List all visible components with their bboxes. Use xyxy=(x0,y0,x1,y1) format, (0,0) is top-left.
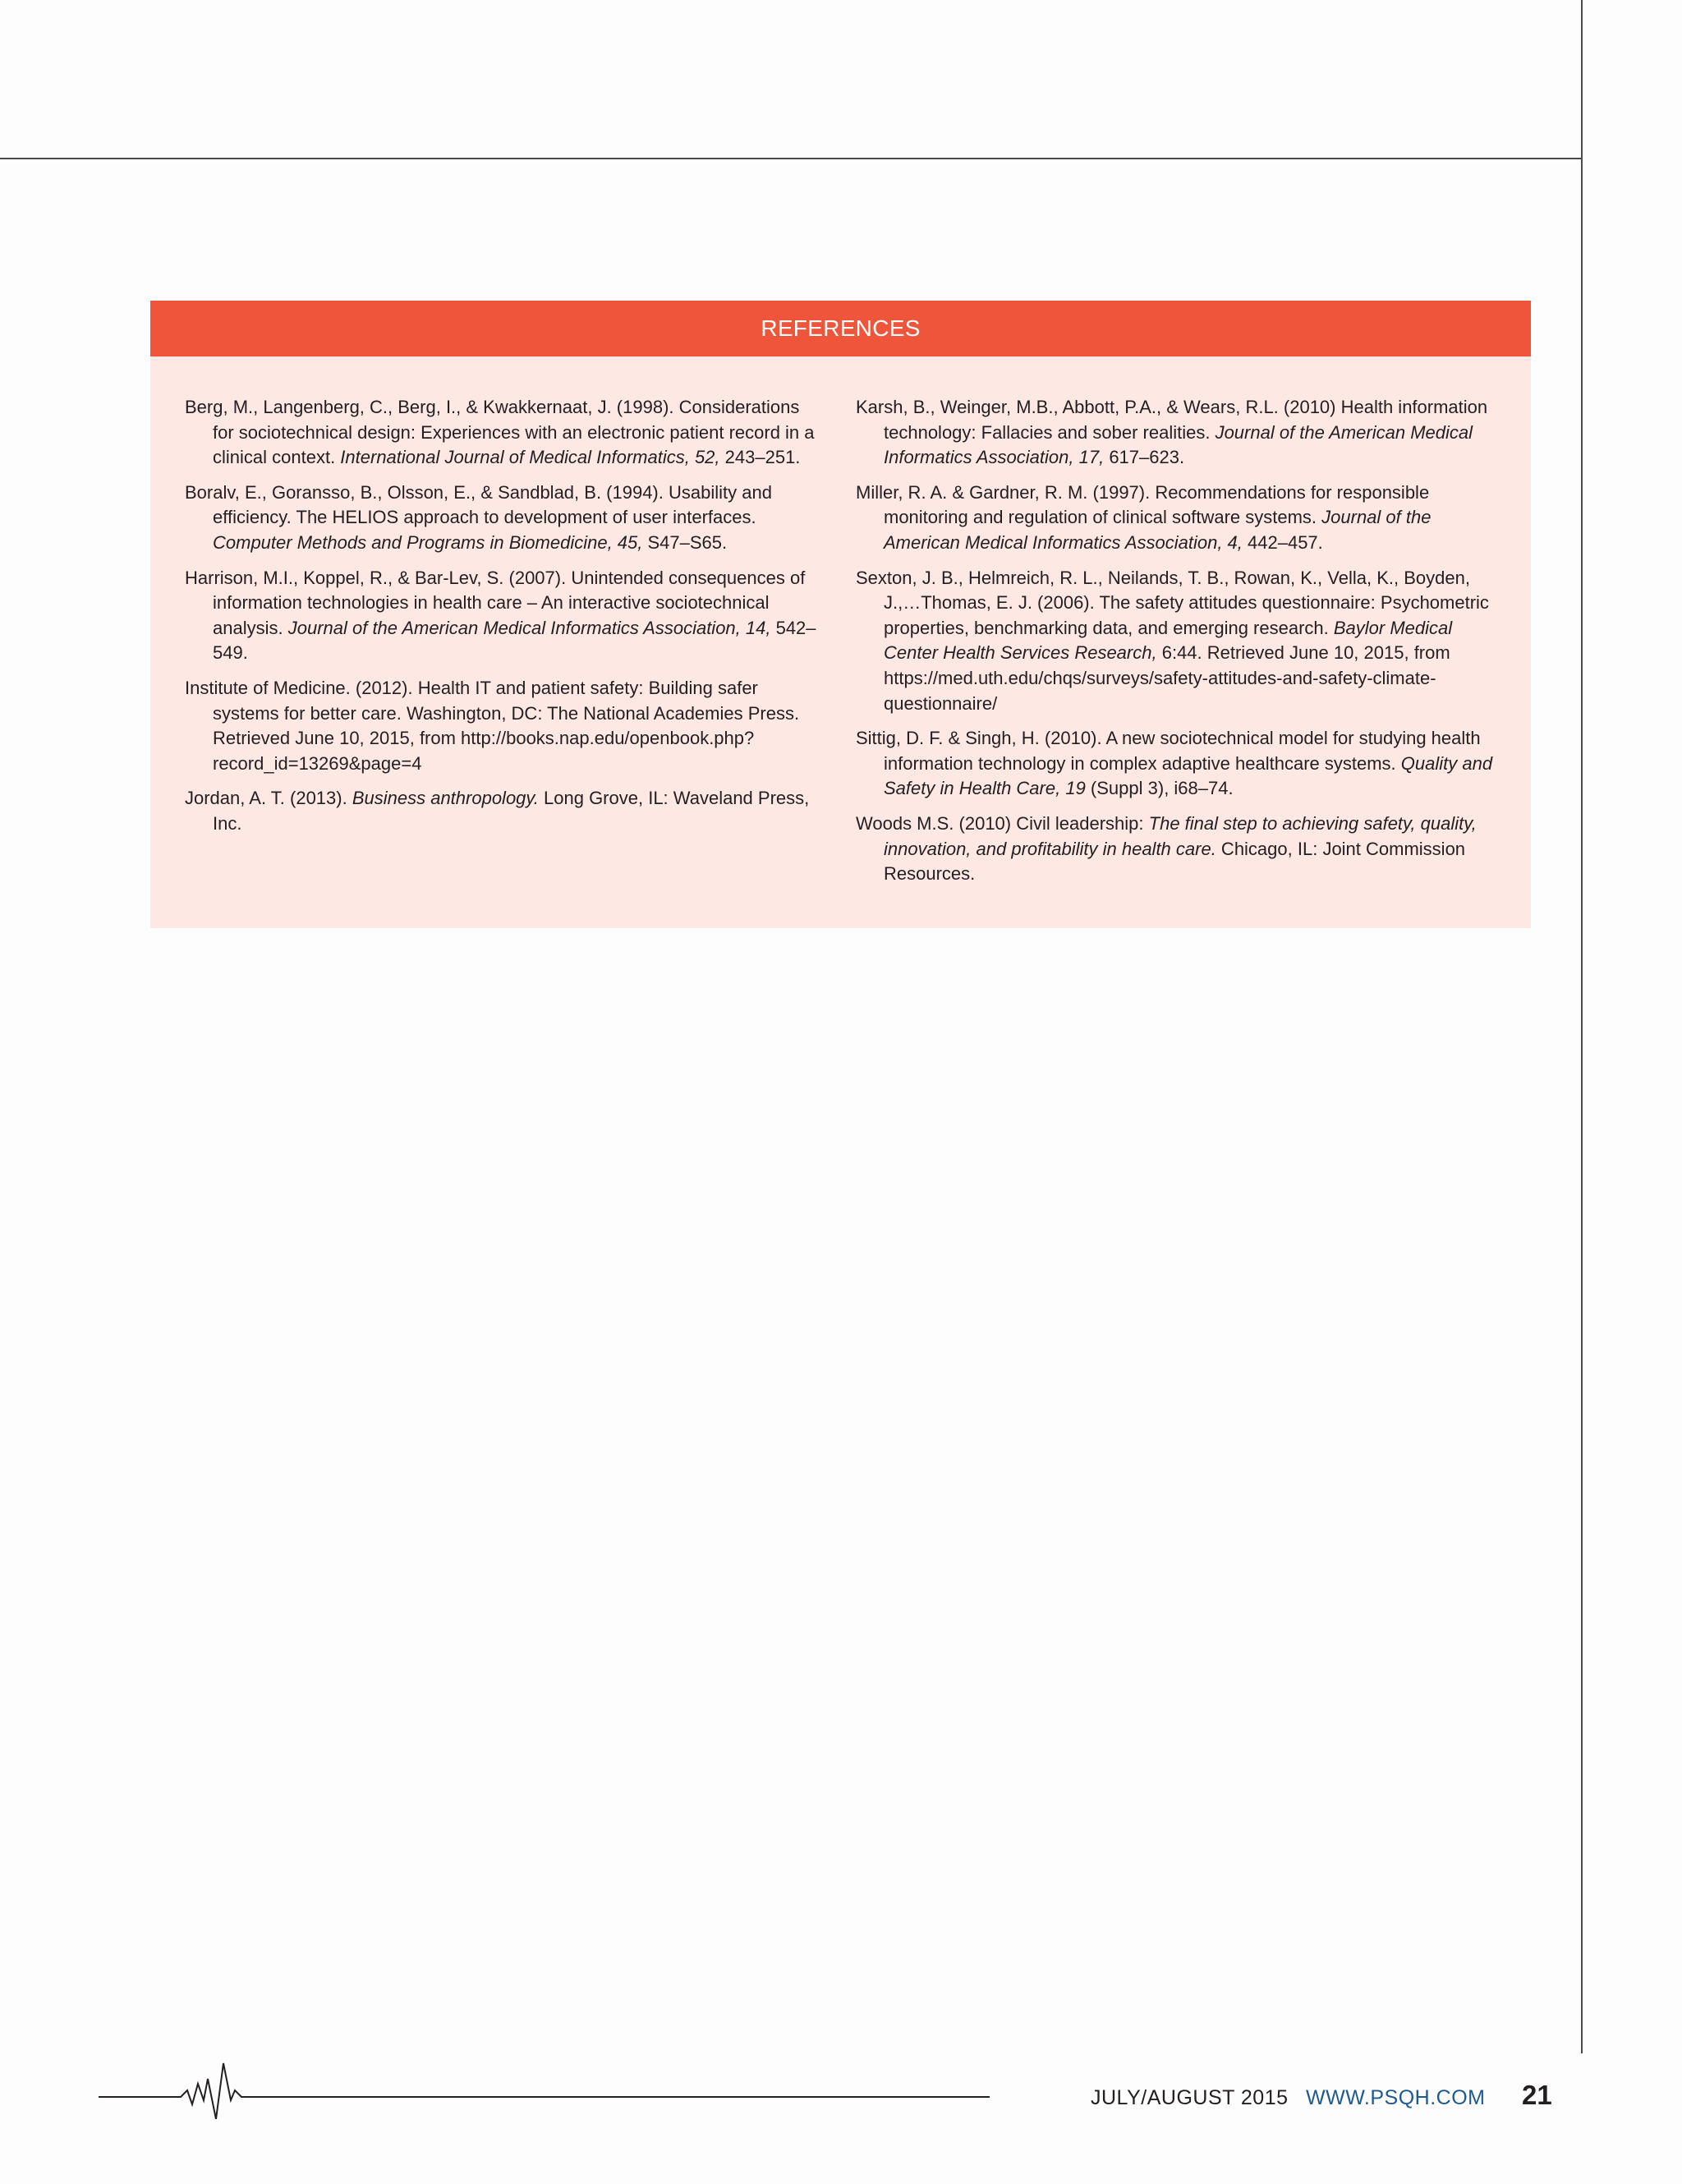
footer-website-link[interactable]: WWW.PSQH.COM xyxy=(1306,2086,1486,2109)
reference-entry: Boralv, E., Goransso, B., Olsson, E., & Sandblad, B. (1994). Usability and efficiency. The HELIOS approach to development of user interfaces. Computer Methods and Programs in Biomedicine, 45, S47–S65. xyxy=(185,481,772,553)
reference-entry: Harrison, M.I., Koppel, R., & Bar-Lev, S. (2007). Unintended consequences of information technologies in health care – An interactive sociotechnical analysis. Journal of the American Medical Informatics Association, 14, 542–549. xyxy=(185,567,816,664)
reference-entry: Woods M.S. (2010) Civil leadership: The final step to achieving safety, quality, innovation, and profitability in health care. Chicago, IL: Joint Commission Resources. xyxy=(856,812,1477,885)
reference-entry: Berg, M., Langenberg, C., Berg, I., & Kwakkernaat, J. (1998). Considerations for sociotechnical design: Experiences with an electronic patient record in a clinical context. International Journal of Medical Informatics, 52, 243–251. xyxy=(185,397,815,468)
right-margin-rule xyxy=(1581,0,1583,2053)
heartbeat-line-icon xyxy=(99,2045,994,2119)
reference-entry: Karsh, B., Weinger, M.B., Abbott, P.A., & Wears, R.L. (2010) Health information technology: Fallacies and sober realities. Journal of the American Medical Informatics Association, 17, 617–623. xyxy=(856,397,1488,468)
references-left-column xyxy=(185,395,824,897)
reference-entry: Jordan, A. T. (2013). Business anthropology. Long Grove, IL: Waveland Press, Inc. xyxy=(185,788,810,834)
references-right-column xyxy=(856,395,1496,897)
reference-entry: Sexton, J. B., Helmreich, R. L., Neilands, T. B., Rowan, K., Vella, K., Boyden, J.,…Thomas, E. J. (2006). The safety attitudes questionnaire: Psychometric properties, benchmarking data, and emerging research. Baylor Medical Center Health Services Research, 6:44. Retrieved June 10, 2015, from https://med.uth.edu/chqs/surveys/safety-attitudes-and-safety-climate-questionnaire/ xyxy=(856,567,1489,714)
references-box xyxy=(150,301,1531,928)
page-number: 21 xyxy=(1522,2080,1552,2110)
references-header: REFERENCES xyxy=(150,301,1531,356)
reference-entry: Sittig, D. F. & Singh, H. (2010). A new sociotechnical model for studying health information technology in complex adaptive healthcare systems. Quality and Safety in Health Care, 19 (Suppl 3), i68–74. xyxy=(856,728,1493,799)
footer-issue-date: JULY/AUGUST 2015 xyxy=(1091,2086,1289,2109)
top-divider xyxy=(0,158,1583,159)
reference-entry: Miller, R. A. & Gardner, R. M. (1997). Recommendations for responsible monitoring and regulation of clinical software systems. Journal of the American Medical Informatics Association, 4, 442–457. xyxy=(856,481,1432,553)
references-columns xyxy=(185,395,1496,897)
reference-entry: Institute of Medicine. (2012). Health IT and patient safety: Building safer systems for better care. Washington, DC: The National Academies Press. Retrieved June 10, 2015, from http://books.nap.edu/openbook.php?record_id=13269&page=4 xyxy=(185,677,800,774)
